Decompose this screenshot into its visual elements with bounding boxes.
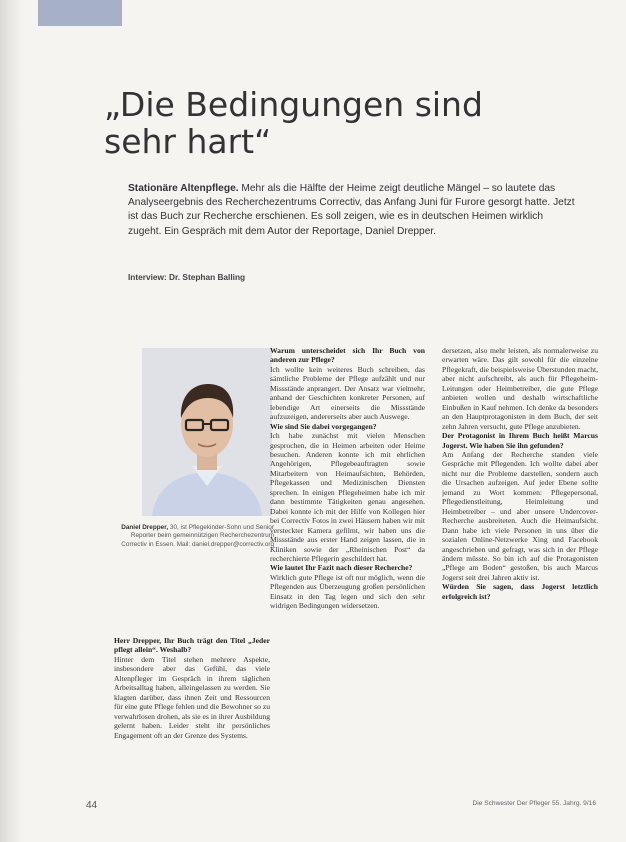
page-number: 44 [86, 800, 98, 811]
interview-question: Wie sind Sie dabei vorgegangen? [270, 421, 377, 431]
caption-name: Daniel Drepper, [121, 524, 169, 531]
section-color-tab [38, 0, 122, 26]
text-column-right [442, 346, 598, 751]
interview-question: Warum unterscheidet sich Ihr Buch von anderen zur Pflege? [270, 346, 425, 365]
text-column-middle [270, 346, 425, 751]
interview-answer: Ich habe zunächst mit vielen Menschen gesprochen, die in Heimen arbeiten oder Heime besuchen. Anderen konnte ich mit ehrlichen Angehörigen, Pflegebeauftragten sowie Mitarbeitern von Heimaufsichten, Behörden, Pflegekassen und Medizinischen Diensten sprechen. In einigen Pflegeheimen habe ich mir dann bestimmte Tätigkeiten genau angesehen. Dabei konnte ich mit der Hilfe von Kollegen hier bei Correctiv Fotos in zwei Häusern haben wir mit versteckter Kamera gefilmt, wir haben uns die Missstände aus erster Hand zeigen lassen, die in Kliniken sowie der „Rheinischen Post“ da recherchierte Pflegerin geschildert hat. [270, 431, 425, 563]
interview-question: Wie lautet Ihr Fazit nach dieser Recherche? [270, 563, 413, 573]
interview-question: Der Protagonist in Ihrem Buch heißt Marcus Jogerst. Wie haben Sie ihn gefunden? [442, 431, 598, 450]
author-portrait [142, 348, 272, 516]
interview-answer: Hinter dem Titel stehen mehrere Aspekte, insbesondere aber das Gefühl, das viele Altenpfleger im Gespräch in ihrem täglichen Arbeitsalltag haben, alleingelassen zu werden. Sie klagten darüber, dass ihnen Zeit und Ressourcen für eine gute Pflege fehlen und die Bewohner so zu verwahrlosen drohen, als sie es in ihrer Ausbildung gelernt haben. Leider steht ihr persönliches Engagement oft an der Grenze des Systems. [114, 654, 270, 740]
caption-text: 30, ist Pflegekinder-Sohn und Senior Reporter beim gemeinnützigen Recherchezentrum Correctiv in Essen. Mail: daniel.drepper@correctiv.org [121, 524, 274, 548]
page-fold-shadow [0, 0, 22, 842]
interview-question: Herr Drepper, Ihr Buch trägt den Titel „Jeder pflegt allein“. Weshalb? [114, 636, 270, 655]
interview-answer: Wirklich gute Pflege ist oft nur möglich, wenn die Pflegenden aus Überzeugung großen persönlichen Einsatz in den Tag legen und sich den sehr widrigen Bedingungen widersetzen. [270, 572, 425, 611]
journal-footer: Die Schwester Der Pfleger 55. Jahrg. 9/16 [472, 800, 596, 807]
interview-answer: dersetzen, also mehr leisten, als normalerweise zu erwarten wäre. Das gilt sowohl für die einzelne Pflegekraft, die beispielsweise Überstunden macht, aber nicht aufschreibt, als auch für Pflegeheim-Leitungen oder Heimbetreiber, die gute Pflege anbieten wollen und deshalb wirtschaftliche Einbußen in Kauf nehmen. Ich denke da besonders an den Hauptprotagonisten in dem Buch, der seit zehn Jahren versucht, gute Pflege anzubieten. [442, 346, 598, 431]
interview-answer: Am Anfang der Recherche standen viele Gespräche mit Pflegenden. Ich wollte dabei aber nicht nur die Probleme darstellen, sondern auch die Ursachen aufzeigen. Auf jeder Ebene sollte jemand zu Wort kommen: Pflegepersonal, Pflegedienstleitung, Heimleitung und Heimbetreiber – und aber unsere Undercover-Recherche ausbreiteten. Auch die Heimaufsicht. Dann habe ich viele Personen in uns über die sozialen Online-Netzwerke Xing und Facebook angeschrieben und gefragt, was sich in der Pflege ändern müsste. So bin ich auf die Protagonisten „Pflege am Boden“ gestoßen, bis auch Marcus Jogerst seit drei Jahren aktiv ist. [442, 449, 598, 582]
interview-answer: Ich wollte kein weiteres Buch schreiben, das sämtliche Probleme der Pflege aufzählt und nur Missstände anprangert. Der Ansatz war vielmehr, anhand der Geschichten konkreter Personen, auf lebendige Art einerseits die Missstände aufzuzeigen, andererseits aber auch Auswege. [270, 364, 425, 422]
article-title: „Die Bedingungen sind sehr hart“ [104, 85, 483, 161]
lead-kicker: Stationäre Altenpflege. [128, 183, 239, 194]
article-lead [128, 182, 578, 239]
byline: Interview: Dr. Stephan Balling [128, 272, 246, 282]
portrait-illustration [142, 348, 272, 516]
text-column-left [114, 636, 270, 756]
interview-question: Würden Sie sagen, dass Jogerst letztlich erfolgreich ist? [442, 582, 598, 601]
photo-caption [116, 524, 274, 549]
lead-text: Mehr als die Hälfte der Heime zeigt deutliche Mängel – so lautete das Analyseergebnis des Recherchezentrums Correctiv, das Anfang Juni für Furore gesorgt hatte. Jetzt ist das Buch zur Recherche erschienen. Es soll zeigen, wie es in deutschen Heimen wirklich zugeht. Ein Gespräch mit dem Autor der Reportage, Daniel Drepper. [128, 183, 575, 237]
